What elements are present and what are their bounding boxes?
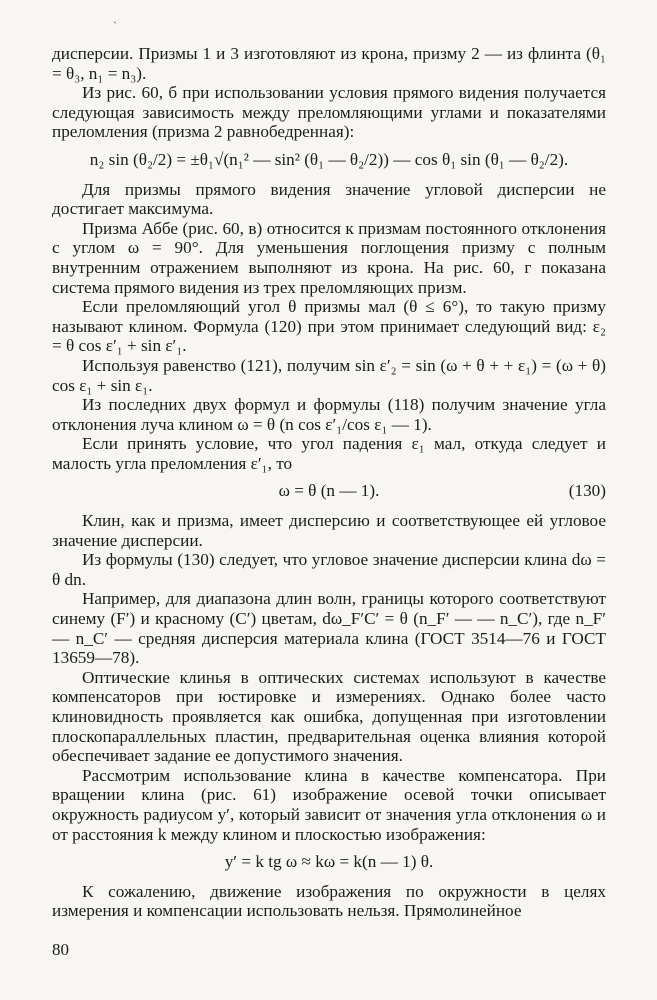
page-body bbox=[52, 44, 606, 921]
page-number: 80 bbox=[52, 940, 69, 959]
paragraph-7: Из последних двух формул и формулы (118) получим значение угла отклонения луча клином ω = θ (n cos ε′₁/cos ε₁ — 1). bbox=[52, 395, 606, 434]
stray-mark: ˏ bbox=[113, 10, 117, 24]
formula-number: (130) bbox=[568, 481, 606, 501]
paragraph-14: К сожалению, движение изображения по окружности в целях измерения и компенсации использовать нельзя. Прямолинейное bbox=[52, 881, 606, 921]
formula-wedge-deviation bbox=[52, 481, 606, 501]
paragraph-12: Оптические клинья в оптических системах используют в качестве компенсаторов при юстировке и измерениях. Однако более часто клиновидность проявляется как ошибка, допущенная при изготовлении плоскопараллельных пластин, предварительная оценка влияния которой обеспечивает задание ее допустимого значения. bbox=[52, 667, 606, 766]
paragraph-10: Из формулы (130) следует, что угловое значение дисперсии клина dω = θ dn. bbox=[52, 550, 606, 589]
paragraph-8: Если принять условие, что угол падения ε₁ мал, откуда следует и малость угла преломления ε′₁, то bbox=[52, 434, 606, 473]
formula-prism-equation: n₂ sin (θ₂/2) = ±θ₁√(n₁² — sin² (θ₁ — θ₂/2)) — cos θ₁ sin (θ₁ — θ₂/2). bbox=[89, 149, 569, 169]
formula-image-radius: y′ = k tg ω ≈ kω = k(n — 1) θ. bbox=[224, 852, 434, 872]
paragraph-2: Из рис. 60, б при использовании условия прямого видения получается следующая зависимость между преломляющими углами и показателями преломления (призма 2 равнобедренная): bbox=[52, 83, 606, 142]
paragraph-11: Например, для диапазона длин волн, границы которого соответствуют синему (F′) и красному (C′) цветам, dω_F′C′ = θ (n_F′ — — n_C′), где n_F′ — n_C′ — средняя дисперсия материала клина (ГОСТ 3514—76 и ГОСТ 13659—78). bbox=[52, 589, 606, 668]
paragraph-9: Клин, как и призма, имеет дисперсию и соответствующее ей угловое значение дисперсии. bbox=[52, 511, 606, 550]
paragraph-4: Призма Аббе (рис. 60, в) относится к призмам постоянного отклонения с углом ω = 90°. Для уменьшения поглощения призму с полным внутренним отражением выполняют из крона. На рис. 60, г показана система прямого видения из трех преломляющих призм. bbox=[52, 218, 606, 297]
paragraph-13: Рассмотрим использование клина в качестве компенсатора. При вращении клина (рис. 61) изображение осевой точки описывает окружность радиусом y′, который зависит от значения угла отклонения ω и от расстояния k между клином и плоскостью изображения: bbox=[52, 765, 606, 844]
formula-130: ω = θ (n — 1). bbox=[278, 481, 380, 501]
paragraph-5: Если преломляющий угол θ призмы мал (θ ≤ 6°), то такую призму называют клином. Формула (120) при этом принимает следующий вид: ε₂ = θ cos ε′₁ + sin ε′₁. bbox=[52, 297, 606, 356]
paragraph-1: дисперсии. Призмы 1 и 3 изготовляют из крона, призму 2 — из флинта (θ₁ = θ₃, n₁ = n₃). bbox=[52, 44, 606, 83]
paragraph-3: Для призмы прямого видения значение угловой дисперсии не достигает максимума. bbox=[52, 179, 606, 219]
paragraph-6: Используя равенство (121), получим sin ε′₂ = sin (ω + θ + + ε₁) = (ω + θ) cos ε₁ + sin ε₁. bbox=[52, 355, 606, 395]
